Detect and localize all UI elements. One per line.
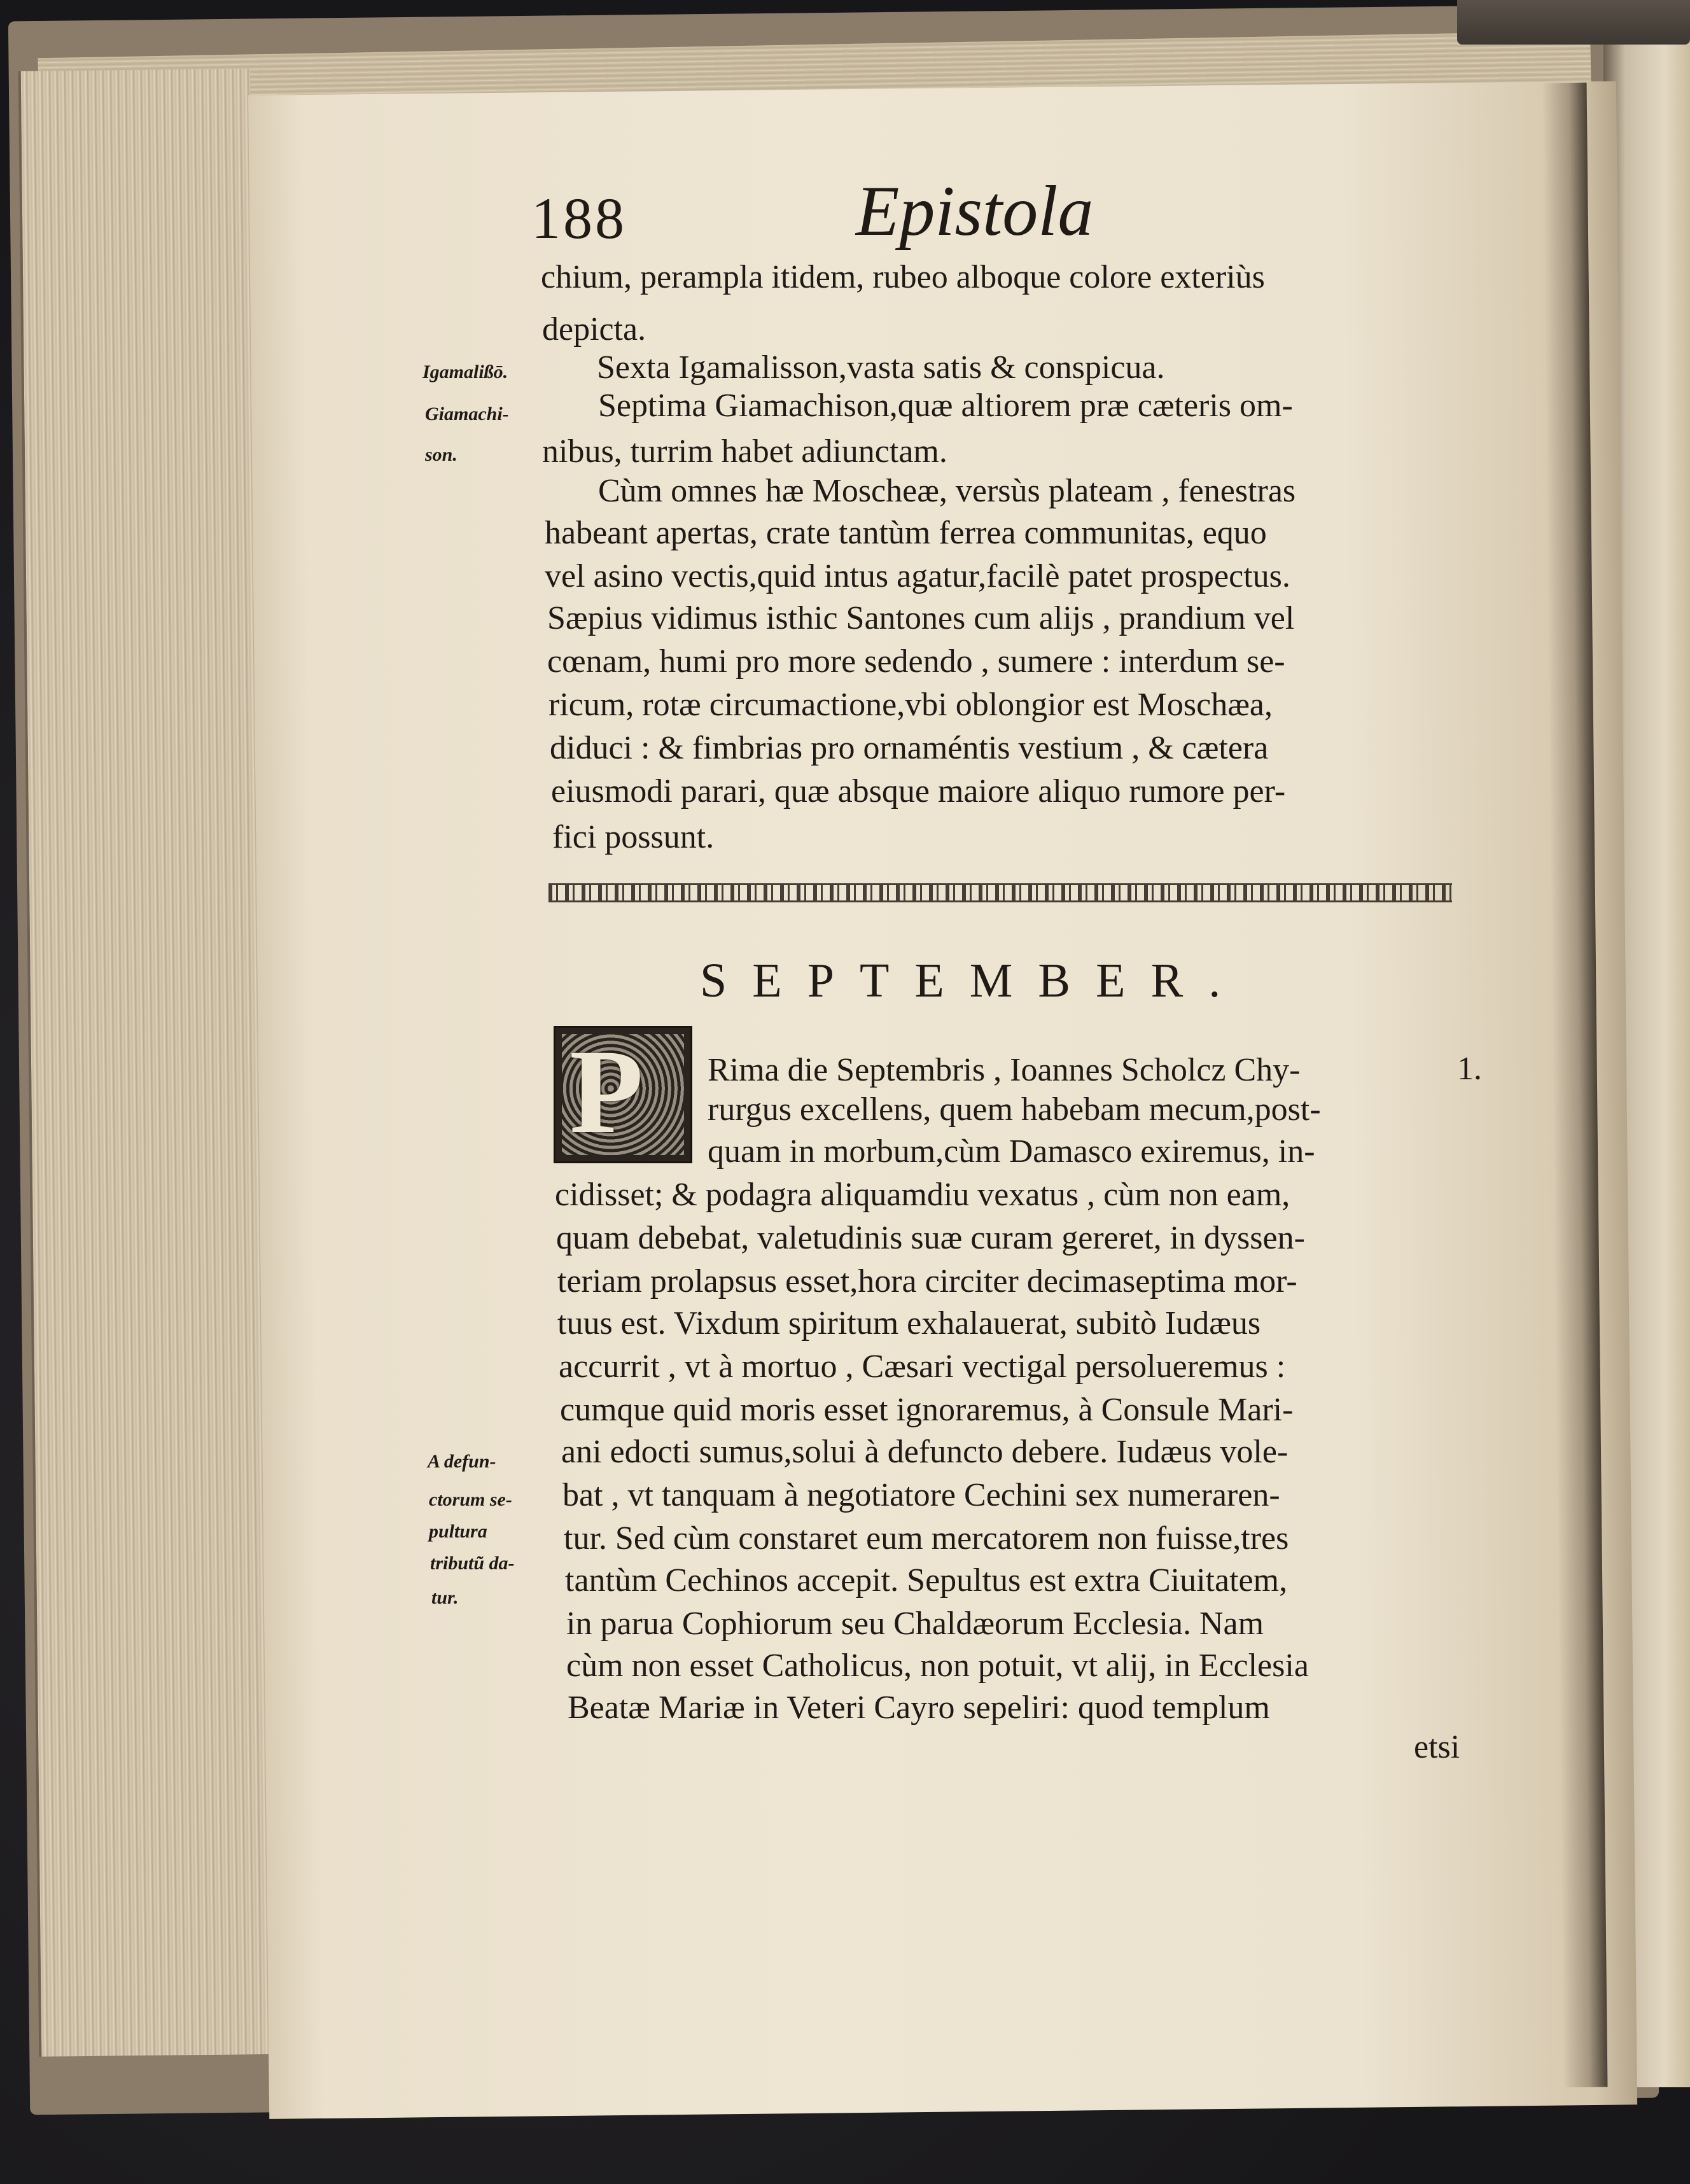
margin-note: ctorum se- <box>429 1489 512 1510</box>
text-line: tur. Sed cùm constaret eum mercatorem non fuisse,tres <box>564 1520 1289 1557</box>
text-line: in parua Cophiorum seu Chaldæorum Ecclesia. Nam <box>566 1606 1264 1642</box>
dropcap-letter: P <box>569 1025 644 1159</box>
margin-note: A defun- <box>428 1451 496 1472</box>
text-line: cœnam, humi pro more sedendo , sumere : interdum se- <box>547 643 1285 680</box>
text-line: tantùm Cechinos accepit. Sepultus est extra Ciuitatem, <box>565 1562 1288 1599</box>
dropcap <box>554 1026 692 1163</box>
catchword: etsi <box>1414 1729 1460 1765</box>
text-line: nibus, turrim habet adiunctam. <box>542 433 947 470</box>
text-line: diduci : & fimbrias pro ornaméntis vestium , & cætera <box>550 730 1269 766</box>
text-line: teriam prolapsus esset,hora circiter decimaseptima mor- <box>557 1263 1297 1299</box>
text-line: cumque quid moris esset ignoraremus, à Consule Mari- <box>560 1392 1294 1428</box>
text-line: ricum, rotæ circumactione,vbi oblongior est Moschæa, <box>548 687 1273 723</box>
text-line: tuus est. Vixdum spiritum exhalauerat, subitò Iudæus <box>557 1305 1261 1341</box>
text-line: quam debebat, valetudinis suæ curam gereret, in dyssen- <box>556 1220 1305 1256</box>
text-line: accurrit , vt à mortuo , Cæsari vectigal persolueremus : <box>559 1348 1286 1385</box>
text-line: vel asino vectis,quid intus agatur,facilè patet prospectus. <box>545 558 1290 594</box>
text-line: cidisset; & podagra aliquamdiu vexatus , cùm non eam, <box>555 1177 1290 1213</box>
running-head: Epistola <box>856 172 1094 251</box>
text-line: Rima die Septembris , Ioannes Scholcz Chy- <box>708 1052 1301 1088</box>
margin-note: tributũ da- <box>430 1553 515 1574</box>
text-line: ani edocti sumus,solui à defuncto debere. Iudæus vole- <box>561 1434 1288 1470</box>
margin-note: pultura <box>429 1521 487 1542</box>
text-line: chium, perampla itidem, rubeo alboque colore exteriùs <box>541 259 1265 295</box>
margin-note: tur. <box>431 1587 459 1608</box>
day-number: 1. <box>1457 1051 1482 1087</box>
text-line: fici possunt. <box>552 819 715 855</box>
text-line: cùm non esset Catholicus, non potuit, vt alij, in Ecclesia <box>566 1648 1309 1684</box>
text-line: bat , vt tanquam à negotiatore Cechini sex numeraren- <box>562 1477 1280 1513</box>
section-title: SEPTEMBER. <box>700 954 1247 1007</box>
text-line: eiusmodi parari, quæ absque maiore aliquo rumore per- <box>551 773 1286 809</box>
text-line: Cùm omnes hæ Moscheæ, versùs plateam , fenestras <box>598 473 1296 509</box>
text-line: Sæpius vidimus isthic Santones cum alijs , prandium vel <box>547 600 1295 636</box>
margin-note: Giamachi- <box>425 403 509 424</box>
page-number: 188 <box>531 186 627 251</box>
text-line: Sexta Igamalisson,vasta satis & conspicua. <box>597 349 1165 386</box>
text-line: depicta. <box>542 311 646 347</box>
ornament-divider <box>548 883 1452 902</box>
text-line: Septima Giamachison,quæ altiorem præ cæteris om- <box>598 388 1293 424</box>
margin-note: son. <box>425 444 457 465</box>
text-line: Beatæ Mariæ in Veteri Cayro sepeliri: quod templum <box>568 1690 1270 1726</box>
text-line: quam in morbum,cùm Damasco exiremus, in- <box>708 1133 1315 1170</box>
text-line: habeant apertas, crate tantùm ferrea communitas, equo <box>545 515 1267 551</box>
text-line: rurgus excellens, quem habebam mecum,post- <box>708 1091 1321 1128</box>
margin-note: Igamalißō. <box>422 361 508 382</box>
